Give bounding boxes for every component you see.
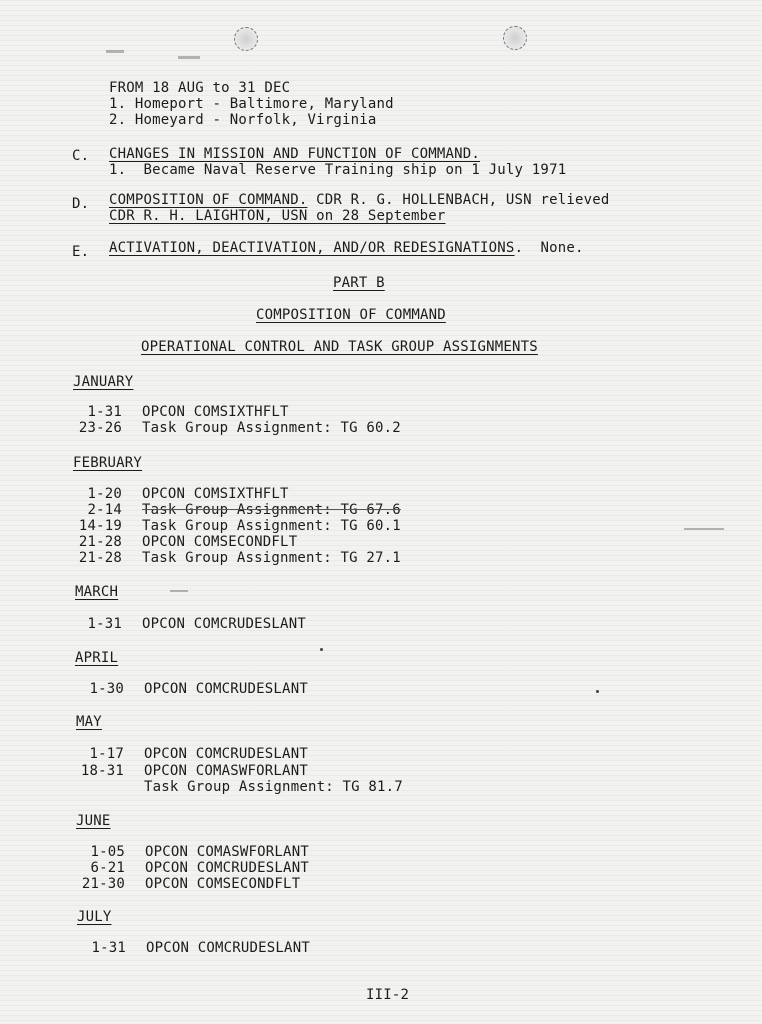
- part-label: PART B: [333, 275, 385, 291]
- section-e-text: . None.: [514, 240, 584, 256]
- entry-text: OPCON COMSECONDFLT: [145, 876, 301, 892]
- scan-speck: [596, 690, 599, 693]
- scan-smudge: [178, 56, 200, 59]
- section-d-line2: CDR R. H. LAIGHTON, USN on 28 September: [109, 208, 446, 224]
- month-heading-may: MAY: [76, 714, 102, 730]
- entry-text: OPCON COMCRUDESLANT: [144, 681, 308, 697]
- section-e-letter: E.: [72, 244, 90, 260]
- section-d-text: CDR R. G. HOLLENBACH, USN relieved: [307, 192, 610, 208]
- scan-speck: [320, 648, 323, 651]
- entry-dates: 21-28: [78, 550, 122, 566]
- entry-text: OPCON COMASWFORLANT: [145, 844, 309, 860]
- entry-text: Task Group Assignment: TG 60.1: [142, 518, 401, 534]
- scan-smudge: [106, 50, 124, 53]
- month-heading-january: JANUARY: [73, 374, 134, 390]
- entry-text: Task Group Assignment: TG 60.2: [142, 420, 401, 436]
- section-c-item: 1. Became Naval Reserve Training ship on 1 July 1971: [109, 162, 567, 178]
- entry-dates: 23-26: [78, 420, 122, 436]
- entry-dates: 1-17: [89, 746, 124, 762]
- entry-text: Task Group Assignment: TG 27.1: [142, 550, 401, 566]
- period-header: FROM 18 AUG to 31 DEC: [109, 80, 291, 96]
- section-d-title: COMPOSITION OF COMMAND.: [109, 192, 308, 208]
- entry-dates: 14-19: [78, 518, 122, 534]
- month-heading-march: MARCH: [75, 584, 119, 600]
- entry-dates: 1-30: [89, 681, 124, 697]
- section-d-letter: D.: [72, 196, 90, 212]
- month-heading-june: JUNE: [76, 813, 111, 829]
- section-e-title: ACTIVATION, DEACTIVATION, AND/OR REDESIGNATIONS: [109, 240, 515, 256]
- entry-text: OPCON COMSIXTHFLT: [142, 486, 289, 502]
- entry-text: OPCON COMCRUDESLANT: [145, 860, 309, 876]
- section-e-line: [109, 240, 584, 256]
- entry-dates: 1-31: [91, 940, 126, 956]
- part-subtitle: OPERATIONAL CONTROL AND TASK GROUP ASSIGNMENTS: [141, 339, 538, 355]
- section-c-title: CHANGES IN MISSION AND FUNCTION OF COMMAND.: [109, 146, 481, 162]
- period-item-homeyard: 2. Homeyard - Norfolk, Virginia: [109, 112, 377, 128]
- entry-text: OPCON COMASWFORLANT: [144, 763, 308, 779]
- month-heading-april: APRIL: [75, 650, 119, 666]
- entry-text: OPCON COMCRUDESLANT: [142, 616, 306, 632]
- entry-text: OPCON COMSIXTHFLT: [142, 404, 289, 420]
- entry-dates: 1-05: [90, 844, 125, 860]
- page-number: III-2: [366, 987, 410, 1003]
- punch-hole: [503, 26, 527, 50]
- entry-dates: 21-30: [81, 876, 125, 892]
- section-c-letter: C.: [72, 148, 90, 164]
- scan-smudge: [684, 528, 724, 530]
- entry-dates: 21-28: [78, 534, 122, 550]
- entry-dates: 2-14: [87, 502, 122, 518]
- month-heading-february: FEBRUARY: [73, 455, 143, 471]
- entry-text: OPCON COMSECONDFLT: [142, 534, 298, 550]
- entry-text: Task Group Assignment: TG 81.7: [144, 779, 403, 795]
- section-d-line1: [109, 192, 609, 208]
- entry-text: Task Group Assignment: TG 67.6: [142, 502, 401, 518]
- scan-smudge: [170, 590, 188, 592]
- entry-dates: 1-20: [87, 486, 122, 502]
- period-item-homeport: 1. Homeport - Baltimore, Maryland: [109, 96, 394, 112]
- entry-dates: 6-21: [90, 860, 125, 876]
- entry-dates: 1-31: [87, 616, 122, 632]
- entry-dates: 18-31: [80, 763, 124, 779]
- entry-dates: 1-31: [87, 404, 122, 420]
- part-title: COMPOSITION OF COMMAND: [256, 307, 446, 323]
- month-heading-july: JULY: [77, 909, 112, 925]
- entry-text: OPCON COMCRUDESLANT: [144, 746, 308, 762]
- entry-text: OPCON COMCRUDESLANT: [146, 940, 310, 956]
- punch-hole: [234, 27, 258, 51]
